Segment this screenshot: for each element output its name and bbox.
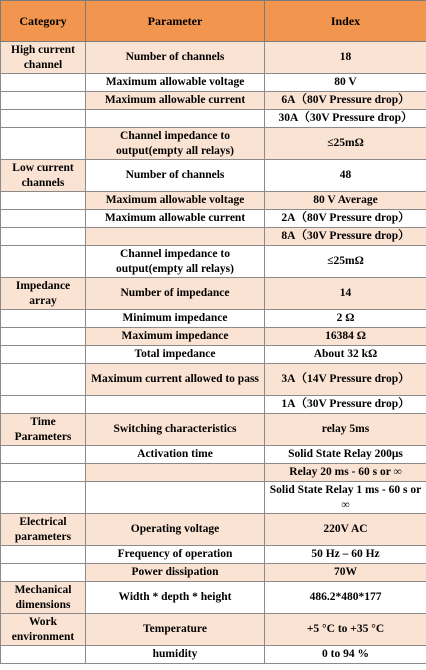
category-spacer: [1, 128, 86, 160]
index-cell: 30A（30V Pressure drop）: [265, 110, 426, 128]
table-row: [1, 396, 426, 414]
parameter-cell: [86, 110, 265, 128]
table-row: [1, 210, 426, 228]
index-cell: 16384 Ω: [265, 328, 426, 346]
table-row: [1, 614, 426, 646]
table-row: [1, 310, 426, 328]
parameter-cell: Operating voltage: [86, 514, 265, 546]
category-time: Time Parameters: [1, 414, 86, 446]
index-cell: 220V AC: [265, 514, 426, 546]
category-spacer: [1, 546, 86, 564]
category-spacer: [1, 482, 86, 514]
table-row: [1, 92, 426, 110]
category-spacer: [1, 210, 86, 228]
category-spacer: [1, 446, 86, 464]
parameter-cell: Switching characteristics: [86, 414, 265, 446]
category-spacer: [1, 328, 86, 346]
index-cell: 18: [265, 42, 426, 74]
parameter-cell: Width * depth * height: [86, 582, 265, 614]
table-row: [1, 42, 426, 74]
index-cell: 2 Ω: [265, 310, 426, 328]
category-electrical: Electrical parameters: [1, 514, 86, 546]
table-row: [1, 278, 426, 310]
parameter-cell: [86, 464, 265, 482]
category-spacer: [1, 228, 86, 246]
index-cell: ≤25mΩ: [265, 246, 426, 278]
category-low-current: Low current channels: [1, 160, 86, 192]
category-impedance: Impedance array: [1, 278, 86, 310]
category-work: Work environment: [1, 614, 86, 646]
category-spacer: [1, 92, 86, 110]
index-cell: 1A（30V Pressure drop）: [265, 396, 426, 414]
index-cell: relay 5ms: [265, 414, 426, 446]
index-cell: About 32 kΩ: [265, 346, 426, 364]
index-cell: 50 Hz – 60 Hz: [265, 546, 426, 564]
category-spacer: [1, 646, 86, 664]
table-row: [1, 110, 426, 128]
category-spacer: [1, 564, 86, 582]
index-cell: ≤25mΩ: [265, 128, 426, 160]
parameter-cell: Temperature: [86, 614, 265, 646]
table-row: [1, 74, 426, 92]
table-row: [1, 160, 426, 192]
parameter-cell: [86, 228, 265, 246]
parameter-cell: Number of channels: [86, 42, 265, 74]
category-spacer: [1, 74, 86, 92]
parameter-cell: Frequency of operation: [86, 546, 265, 564]
table-row: [1, 482, 426, 514]
index-cell: 70W: [265, 564, 426, 582]
index-cell: +5 °C to +35 °C: [265, 614, 426, 646]
parameter-cell: Maximum allowable current: [86, 210, 265, 228]
category-spacer: [1, 346, 86, 364]
index-cell: 486.2*480*177: [265, 582, 426, 614]
category-spacer: [1, 192, 86, 210]
index-cell: Solid State Relay 200μs: [265, 446, 426, 464]
category-spacer: [1, 396, 86, 414]
index-cell: 80 V Average: [265, 192, 426, 210]
index-cell: 6A（80V Pressure drop）: [265, 92, 426, 110]
header-parameter: Parameter: [86, 1, 265, 42]
parameter-cell: humidity: [86, 646, 265, 664]
parameter-cell: Number of impedance: [86, 278, 265, 310]
parameter-cell: Activation time: [86, 446, 265, 464]
index-cell: Solid State Relay 1 ms - 60 s or ∞: [265, 482, 426, 514]
table-row: [1, 228, 426, 246]
index-cell: 0 to 94 %: [265, 646, 426, 664]
parameter-cell: [86, 396, 265, 414]
parameter-cell: Maximum allowable voltage: [86, 74, 265, 92]
header-category: Category: [1, 1, 86, 42]
table-row: [1, 646, 426, 664]
table-row: [1, 414, 426, 446]
table-row: [1, 364, 426, 396]
table-row: [1, 464, 426, 482]
parameter-cell: Number of channels: [86, 160, 265, 192]
table-row: [1, 192, 426, 210]
parameter-cell: Total impedance: [86, 346, 265, 364]
parameter-cell: Maximum impedance: [86, 328, 265, 346]
category-spacer: [1, 310, 86, 328]
index-cell: 2A（80V Pressure drop）: [265, 210, 426, 228]
table-row: [1, 514, 426, 546]
table-row: [1, 246, 426, 278]
index-cell: 3A（14V Pressure drop）: [265, 364, 426, 396]
category-spacer: [1, 246, 86, 278]
parameter-cell: Power dissipation: [86, 564, 265, 582]
parameter-cell: Minimum impedance: [86, 310, 265, 328]
table-row: [1, 546, 426, 564]
category-high-current: High current channel: [1, 42, 86, 74]
index-cell: Relay 20 ms - 60 s or ∞: [265, 464, 426, 482]
parameter-cell: Channel impedance to output(empty all relays): [86, 246, 265, 278]
table-row: [1, 446, 426, 464]
parameter-cell: [86, 482, 265, 514]
index-cell: 48: [265, 160, 426, 192]
index-cell: 80 V: [265, 74, 426, 92]
table-row: [1, 328, 426, 346]
parameter-cell: Maximum current allowed to pass: [86, 364, 265, 396]
table-row: [1, 582, 426, 614]
category-mechanical: Mechanical dimensions: [1, 582, 86, 614]
parameter-cell: Maximum allowable voltage: [86, 192, 265, 210]
table-row: [1, 128, 426, 160]
table-row: [1, 346, 426, 364]
category-spacer: [1, 110, 86, 128]
parameter-cell: Channel impedance to output(empty all relays): [86, 128, 265, 160]
index-cell: 14: [265, 278, 426, 310]
parameter-cell: Maximum allowable current: [86, 92, 265, 110]
category-spacer: [1, 464, 86, 482]
table-row: [1, 564, 426, 582]
category-spacer: [1, 364, 86, 396]
index-cell: 8A（30V Pressure drop）: [265, 228, 426, 246]
header-index: Index: [265, 1, 426, 42]
table-header-row: [1, 1, 426, 42]
